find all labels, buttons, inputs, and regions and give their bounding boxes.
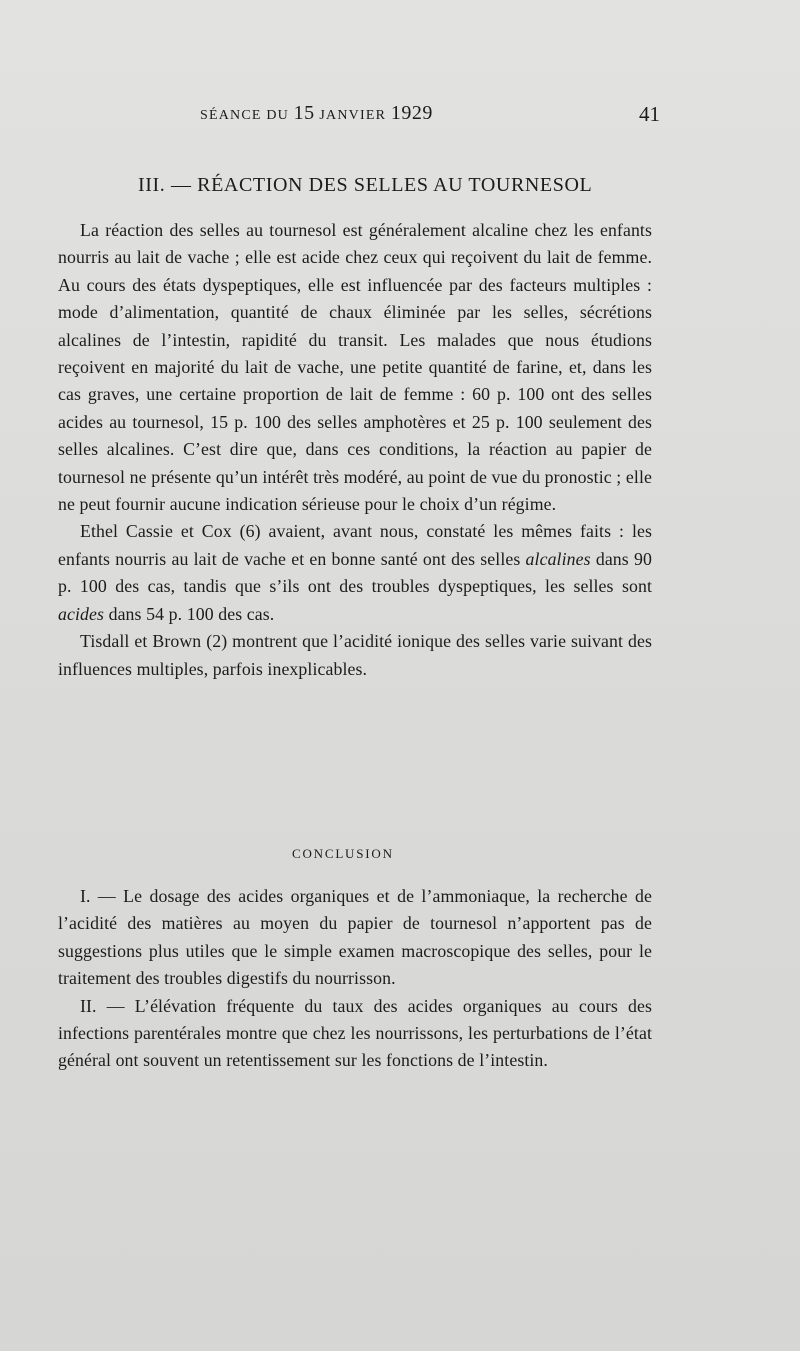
section-title: III. — RÉACTION DES SELLES AU TOURNESOL (138, 174, 593, 196)
conclusion-item-2: II. — L’élévation fréquente du taux des acides organiques au cours des infections parentérales montre que chez les nourrissons, les perturbations de l’état général ont souvent un retentissement sur les fonctions de l’intestin. (58, 995, 652, 1071)
paragraph-3: Tisdall et Brown (2) montrent que l’acidité ionique des selles varie suivant des influences multiples, parfois inexplicables. (58, 631, 652, 679)
running-title: SÉANCE DU 15 JANVIER 1929 (200, 102, 433, 124)
running-header (200, 100, 660, 130)
section-body (58, 217, 652, 683)
conclusion-body (58, 883, 652, 1075)
conclusion-heading: CONCLUSION (292, 846, 394, 861)
conclusion-item-1: I. — Le dosage des acides organiques et de l’ammoniaque, la recherche de l’acidité des matières au moyen du papier de tournesol n’apportent pas de suggestions plus utiles que le simple examen macroscopique des selles, pour le traitement des troubles digestifs du nourrisson. (58, 886, 652, 989)
page-number: 41 (639, 102, 660, 126)
paragraph-1: La réaction des selles au tournesol est généralement alcaline chez les enfants nourris au lait de vache ; elle est acide chez ceux qui reçoivent du lait de femme. Au cours des états dyspeptiques, elle est influencée par des facteurs multiples : mode d’alimentation, quantité de chaux éliminée par les selles, sécrétions alcalines de l’intestin, rapidité du transit. Les malades que nous étudions reçoivent en majorité du lait de vache, une petite quantité de farine, et, dans les cas graves, une certaine proportion de lait de femme : 60 p. 100 ont des selles acides au tournesol, 15 p. 100 des selles amphotères et 25 p. 100 seulement des selles alcalines. C’est dire que, dans ces conditions, la réaction au papier de tournesol ne présente qu’un intérêt très modéré, au point de vue du pronostic ; elle ne peut fournir aucune indication sérieuse pour le choix d’un régime. (58, 220, 652, 515)
paragraph-2: Ethel Cassie et Cox (6) avaient, avant nous, constaté les mêmes faits : les enfants nourris au lait de vache et en bonne santé ont des selles alcalines dans 90 p. 100 des cas, tandis que s’ils ont des troubles dyspeptiques, les selles sont acides dans 54 p. 100 des cas. (58, 521, 652, 624)
